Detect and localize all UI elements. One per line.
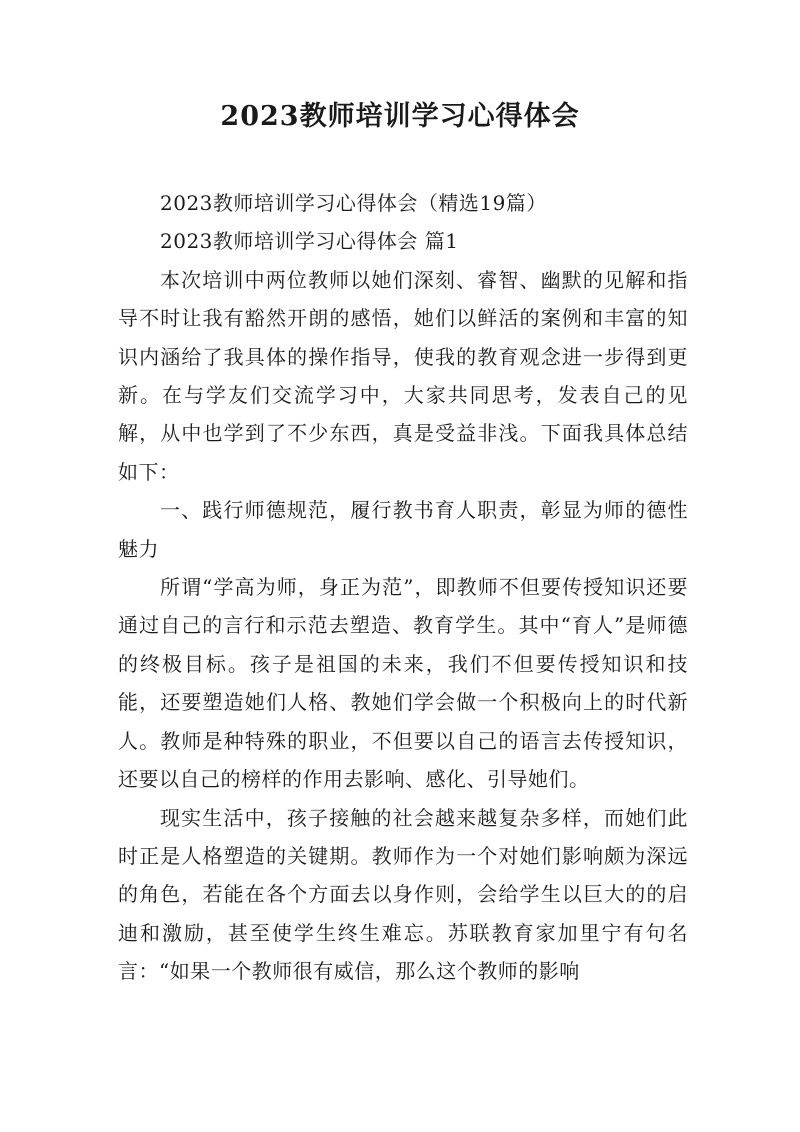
document-body [118, 184, 688, 991]
body-paragraph: 所谓“学高为师，身正为范”，即教师不但要传授知识还要通过自己的言行和示范去塑造、教育学生。其中“育人”是师德的终极目标。孩子是祖国的未来，我们不但要传授知识和技能，还要塑造她们人格、教她们学会做一个积极向上的时代新人。教师是种特殊的职业，不但要以自己的语言去传授知识，还要以自己的榜样的作用去影响、感化、引导她们。 [118, 575, 688, 792]
document-title: 2023教师培训学习心得体会 [220, 101, 580, 132]
subtitle-paragraph: 2023教师培训学习心得体会（精选19篇） [160, 191, 547, 215]
section-heading-paragraph: 2023教师培训学习心得体会 篇1 [160, 229, 459, 254]
point-heading-paragraph: 一、践行师德规范，履行教书育人职责，彰显为师的德性魅力 [118, 498, 688, 561]
body-paragraph: 本次培训中两位教师以她们深刻、睿智、幽默的见解和指导不时让我有豁然开朗的感悟，她们以鲜活的案例和丰富的知识内涵给了我具体的操作指导，使我的教育观念进一步得到更新。在与学友们交流学习中，大家共同思考，发表自己的见解，从中也学到了不少东西，真是受益非浅。下面我具体总结如下： [118, 267, 688, 484]
body-paragraph: 现实生活中，孩子接触的社会越来越复杂多样，而她们此时正是人格塑造的关键期。教师作为一个对她们影响颇为深远的角色，若能在各个方面去以身作则，会给学生以巨大的的启迪和激励，甚至使学生终生难忘。苏联教育家加里宁有句名言：“如果一个教师很有威信，那么这个教师的影响 [118, 805, 688, 984]
